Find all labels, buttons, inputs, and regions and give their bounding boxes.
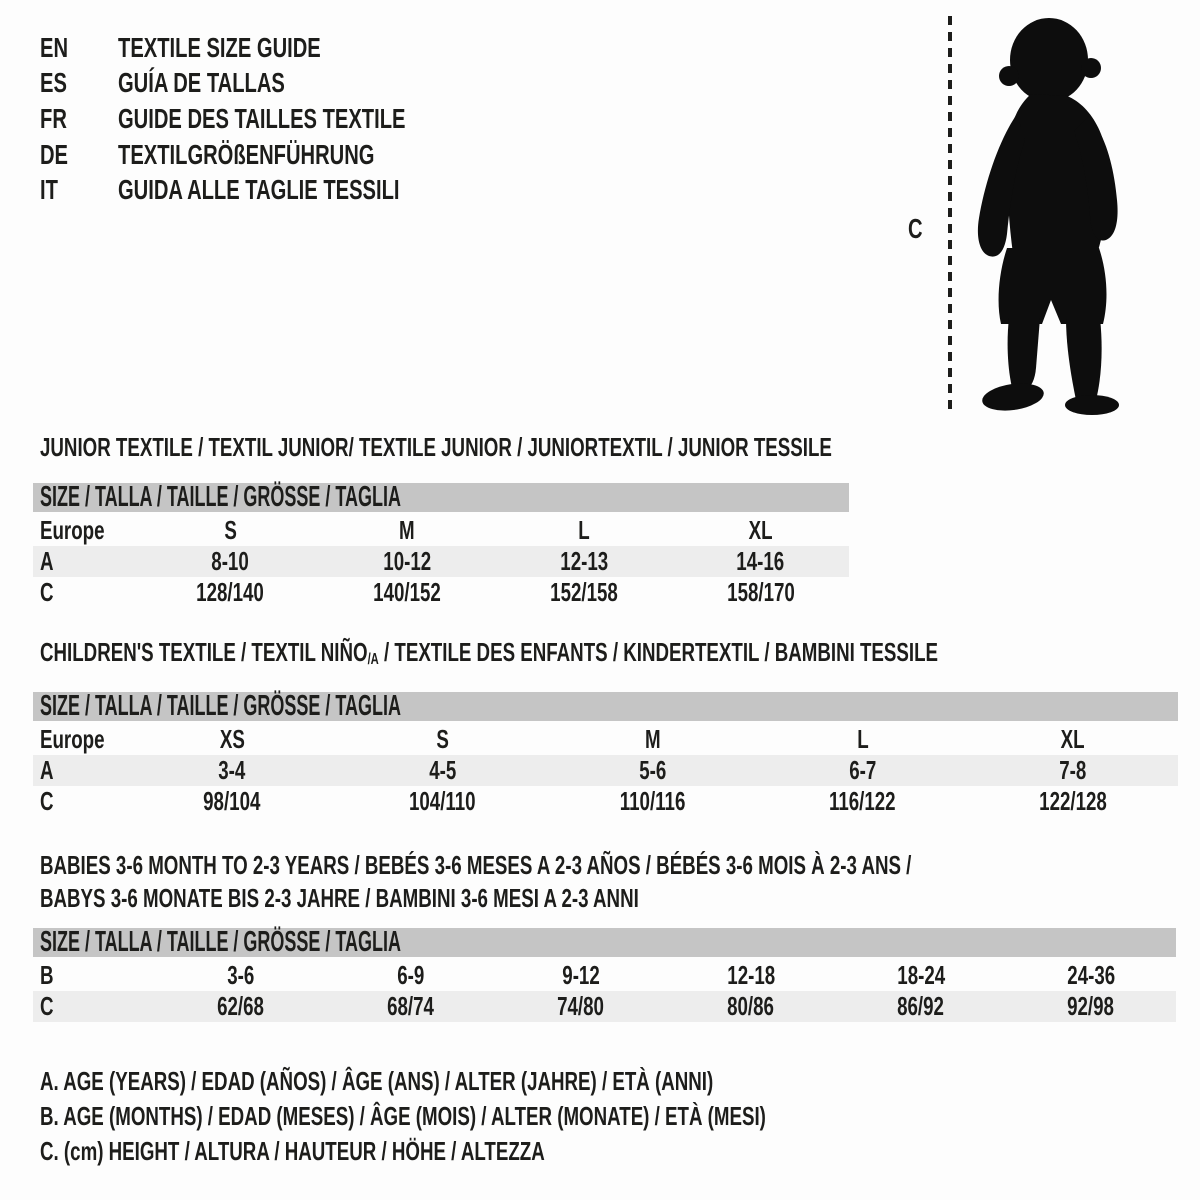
age-cell: 12-18 bbox=[727, 960, 775, 990]
junior-size-table bbox=[33, 483, 849, 608]
legend bbox=[40, 1064, 1048, 1169]
size-cell: L bbox=[856, 724, 869, 754]
size-cell: S bbox=[436, 724, 449, 754]
table-row-europe bbox=[33, 515, 849, 546]
table-row-height bbox=[33, 577, 849, 608]
age-cell: 7-8 bbox=[1059, 755, 1087, 785]
age-cell: 8-10 bbox=[211, 546, 250, 576]
height-dashed-line bbox=[948, 16, 952, 416]
language-row bbox=[40, 137, 517, 173]
age-cell: 10-12 bbox=[383, 546, 432, 576]
row-label: Europe bbox=[40, 515, 105, 545]
language-row bbox=[40, 172, 517, 208]
age-cell: 14-16 bbox=[736, 546, 785, 576]
table-row-height bbox=[33, 786, 1178, 817]
size-header-bar bbox=[33, 483, 849, 512]
legend-line-age-years: A. AGE (YEARS) / EDAD (AÑOS) / ÂGE (ANS) / ALTER (JAHRE) / ETÀ (ANNI) bbox=[40, 1066, 714, 1096]
age-cell: 18-24 bbox=[897, 960, 945, 990]
junior-section-title: JUNIOR TEXTILE / TEXTIL JUNIOR/ TEXTILE JUNIOR / JUNIORTEXTIL / JUNIOR TESSILE bbox=[40, 432, 832, 462]
age-cell: 4-5 bbox=[428, 755, 456, 785]
size-header-label: SIZE / TALLA / TAILLE / GRÖSSE / TAGLIA bbox=[40, 481, 401, 513]
table-row-europe bbox=[33, 724, 1178, 755]
size-header-bar bbox=[33, 928, 1176, 957]
table-row-age bbox=[33, 755, 1178, 786]
height-cell: 104/110 bbox=[408, 786, 476, 816]
size-header-label: SIZE / TALLA / TAILLE / GRÖSSE / TAGLIA bbox=[40, 926, 401, 958]
row-label: C bbox=[40, 991, 54, 1021]
size-header-bar bbox=[33, 692, 1178, 721]
row-label: A bbox=[40, 546, 54, 576]
table-row-age bbox=[33, 546, 849, 577]
babies-size-table bbox=[33, 928, 1176, 1022]
age-cell: 5-6 bbox=[638, 755, 667, 785]
row-label: C bbox=[40, 786, 54, 816]
row-label: A bbox=[40, 755, 54, 785]
age-cell: 12-13 bbox=[559, 546, 608, 576]
age-cell: 24-36 bbox=[1067, 960, 1115, 990]
height-cell: 62/68 bbox=[217, 991, 265, 1021]
age-cell: 6-9 bbox=[397, 960, 425, 990]
height-cell: 92/98 bbox=[1067, 991, 1115, 1021]
language-row bbox=[40, 66, 517, 102]
legend-line-height: C. (cm) HEIGHT / ALTURA / HAUTEUR / HÖHE / ALTEZZA bbox=[40, 1136, 545, 1166]
language-code: DE bbox=[40, 138, 69, 170]
size-cell: XL bbox=[748, 515, 773, 545]
size-cell: M bbox=[644, 724, 661, 754]
size-cell: S bbox=[224, 515, 237, 545]
table-row-age-months bbox=[33, 960, 1176, 991]
size-cell: XL bbox=[1060, 724, 1085, 754]
language-code: EN bbox=[40, 31, 69, 63]
size-cell: XS bbox=[219, 724, 245, 754]
height-cell: 98/104 bbox=[203, 786, 261, 816]
row-label: B bbox=[40, 960, 54, 990]
title-subscript: /A bbox=[367, 650, 379, 668]
size-cell: L bbox=[578, 515, 590, 545]
height-cell: 110/116 bbox=[619, 786, 686, 816]
table-row-height bbox=[33, 991, 1176, 1022]
age-cell: 6-7 bbox=[849, 755, 877, 785]
language-row bbox=[40, 101, 517, 137]
language-label: GUÍA DE TALLAS bbox=[118, 67, 285, 99]
age-cell: 3-4 bbox=[218, 755, 246, 785]
size-cell: M bbox=[399, 515, 415, 545]
height-cell: 152/158 bbox=[550, 577, 618, 607]
height-cell: 74/80 bbox=[557, 991, 605, 1021]
legend-line-age-months: B. AGE (MONTHS) / EDAD (MESES) / ÂGE (MOIS) / ALTER (MONATE) / ETÀ (MESI) bbox=[40, 1101, 766, 1131]
language-label: GUIDE DES TAILLES TEXTILE bbox=[118, 102, 406, 134]
language-label: TEXTILE SIZE GUIDE bbox=[118, 31, 321, 63]
height-cell: 140/152 bbox=[373, 577, 441, 607]
age-cell: 3-6 bbox=[227, 960, 255, 990]
height-measure-label: C bbox=[908, 213, 923, 244]
language-list bbox=[40, 30, 517, 208]
children-size-table bbox=[33, 692, 1178, 817]
language-code: FR bbox=[40, 102, 67, 134]
toddler-silhouette-icon bbox=[963, 14, 1140, 416]
height-cell: 128/140 bbox=[196, 577, 265, 607]
language-code: IT bbox=[40, 174, 58, 206]
height-cell: 158/170 bbox=[726, 577, 795, 607]
babies-section-title: BABIES 3-6 MONTH TO 2-3 YEARS / BEBÉS 3-6 MESES A 2-3 AÑOS / BÉBÉS 3-6 MOIS À 2-3 ANS / BABYS 3-6 MONATE BIS 2-3 JAHRE / BAMBINI 3-6 MESI A 2-3 ANNI bbox=[40, 850, 912, 913]
height-cell: 122/128 bbox=[1039, 786, 1107, 816]
children-section-title: CHILDREN'S TEXTILE / TEXTIL NIÑO/A / TEXTILE DES ENFANTS / KINDERTEXTIL / BAMBINI TESSILE bbox=[40, 637, 939, 668]
language-code: ES bbox=[40, 67, 67, 99]
height-cell: 86/92 bbox=[897, 991, 945, 1021]
language-label: TEXTILGRÖßENFÜHRUNG bbox=[118, 138, 375, 170]
language-row bbox=[40, 30, 517, 66]
age-cell: 9-12 bbox=[562, 960, 600, 990]
language-label: GUIDA ALLE TAGLIE TESSILI bbox=[118, 174, 400, 206]
height-cell: 68/74 bbox=[387, 991, 435, 1021]
size-header-label: SIZE / TALLA / TAILLE / GRÖSSE / TAGLIA bbox=[40, 690, 401, 722]
height-cell: 116/122 bbox=[829, 786, 897, 816]
row-label: C bbox=[40, 577, 54, 607]
height-cell: 80/86 bbox=[727, 991, 775, 1021]
row-label: Europe bbox=[40, 724, 105, 754]
